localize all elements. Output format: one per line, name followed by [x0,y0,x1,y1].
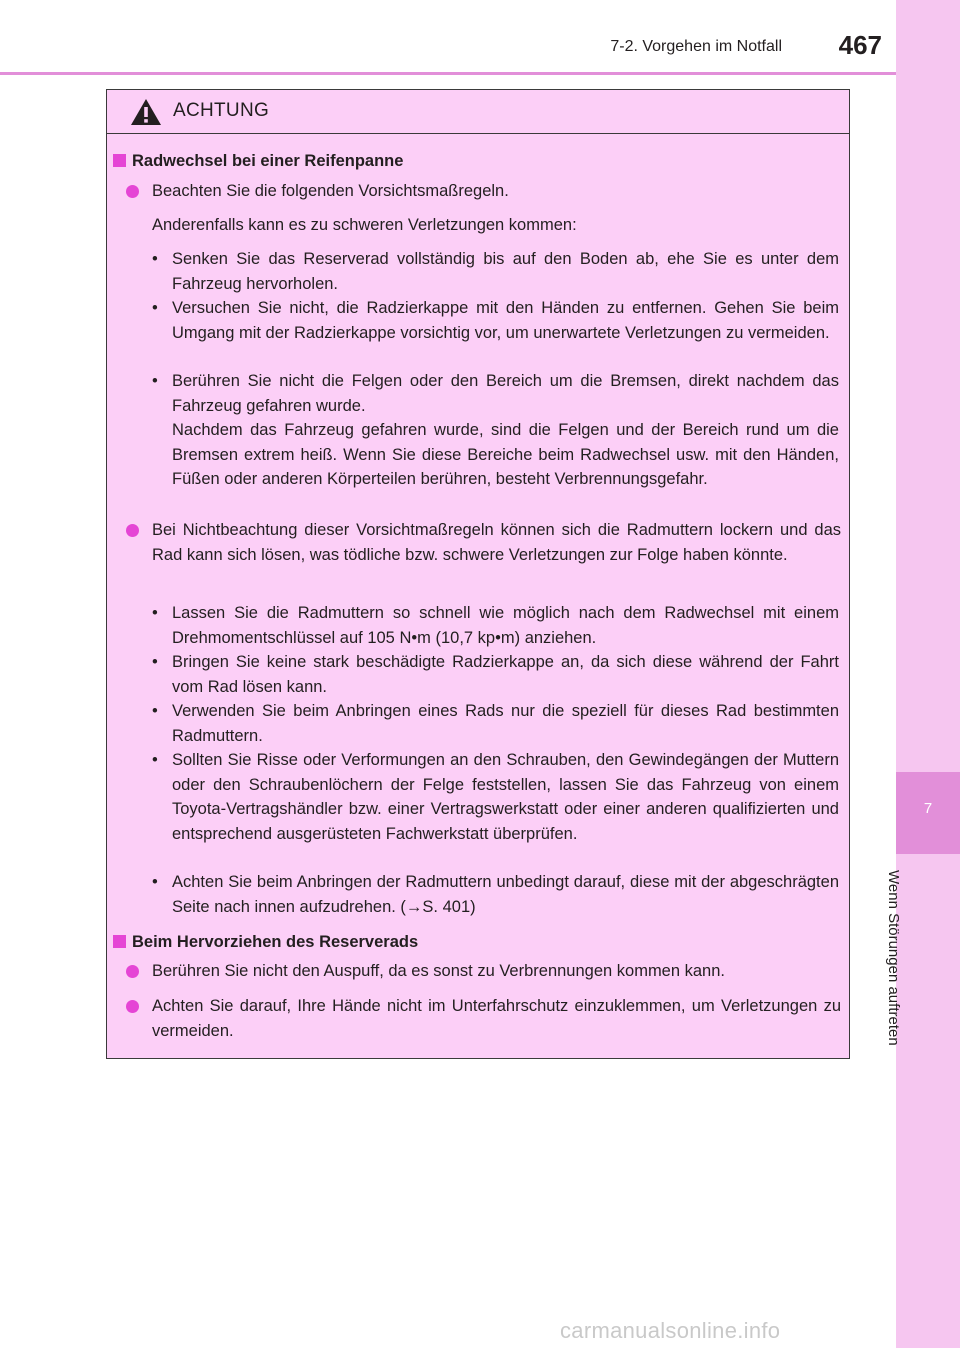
list-item: • Versuchen Sie nicht, die Radzierkappe mit den Händen zu entfernen. Gehen Sie beim Umgang mit der Radzierkappe vorsichtig vor, um unerwartete Verletzungen zu vermeiden. [152,299,839,342]
list-item: • Bringen Sie keine stark beschädigte Radzierkappe an, da sich diese während der Fahrt vom Rad lösen kann. [152,653,839,696]
list-item: • Berühren Sie nicht die Felgen oder den Bereich um die Bremsen, direkt nachdem das Fahrzeug gefahren wurde. [152,372,839,415]
warning-label: ACHTUNG [173,100,270,121]
section-heading: Radwechsel bei einer Reifenpanne [113,149,403,174]
list-item: • Achten Sie beim Anbringen der Radmuttern unbedingt darauf, diese mit der abgeschrägten Seite nach innen aufzudrehen. (→S. 401) [152,873,839,916]
header-rule [0,72,896,75]
chapter-number: 7 [923,800,933,817]
warning-box [106,89,850,1059]
list-item: • Verwenden Sie beim Anbringen eines Rads nur die speziell für dieses Rad bestimmten Radmuttern. [152,702,839,745]
watermark: carmanualsonline.info [560,1318,781,1343]
list-item: • Lassen Sie die Radmuttern so schnell wie möglich nach dem Radwechsel mit einem Drehmomentschlüssel auf 105 N•m (10,7 kp•m) anziehen. [152,604,839,647]
page-number: 467 [838,30,882,60]
chapter-side-tab[interactable] [896,0,960,1348]
warning-triangle-icon [129,97,163,127]
section-heading: Beim Hervorziehen des Reserverads [113,930,418,955]
paragraph-text: Anderenfalls kann es zu schweren Verletzungen kommen: [152,216,577,234]
dot-paragraph: Bei Nichtbeachtung dieser Vorsichtmaßregeln können sich die Radmuttern lockern und das Rad kann sich lösen, was tödliche bzw. schwere Verletzungen zur Folge haben könnte. [129,518,841,567]
list-item-continuation: Nachdem das Fahrzeug gefahren wurde, sind die Felgen und der Bereich rund um die Bremsen extrem heiß. Wenn Sie diese Bereiche beim Radwechsel usw. mit den Händen, Füßen oder anderen Körperteilen berühren, besteht Verbrennungsgefahr. [172,421,839,488]
dot-paragraph: Berühren Sie nicht den Auspuff, da es sonst zu Verbrennungen kommen kann. [129,959,841,984]
warning-header [107,90,849,134]
circle-bullet-icon [126,965,139,978]
circle-bullet-icon [126,1000,139,1013]
list-item: • Sollten Sie Risse oder Verformungen an den Schrauben, den Gewindegängen der Muttern oder den Schraubenlöchern der Felge feststellen, lassen Sie das Fahrzeug von einem Toyota-Vertragshändler bzw. einer Vertragswerkstatt oder einer anderen qualifizierten und entsprechend ausgerüsteten Fachwerkstatt überprüfen. [152,751,839,843]
dot-paragraph: Beachten Sie die folgenden Vorsichtsmaßregeln. [129,179,841,204]
dot-paragraph: Achten Sie darauf, Ihre Hände nicht im Unterfahrschutz einzuklemmen, um Verletzungen zu vermeiden. [129,994,841,1043]
header-section-title: 7-2. Vorgehen im Notfall [610,38,782,55]
square-bullet-icon [113,935,126,948]
circle-bullet-icon [126,524,139,537]
circle-bullet-icon [126,185,139,198]
list-item: • Senken Sie das Reserverad vollständig bis auf den Boden ab, ehe Sie es unter dem Fahrzeug hervorholen. [152,250,839,293]
chapter-title: Wenn Störungen auftreten [885,870,902,1046]
square-bullet-icon [113,154,126,167]
